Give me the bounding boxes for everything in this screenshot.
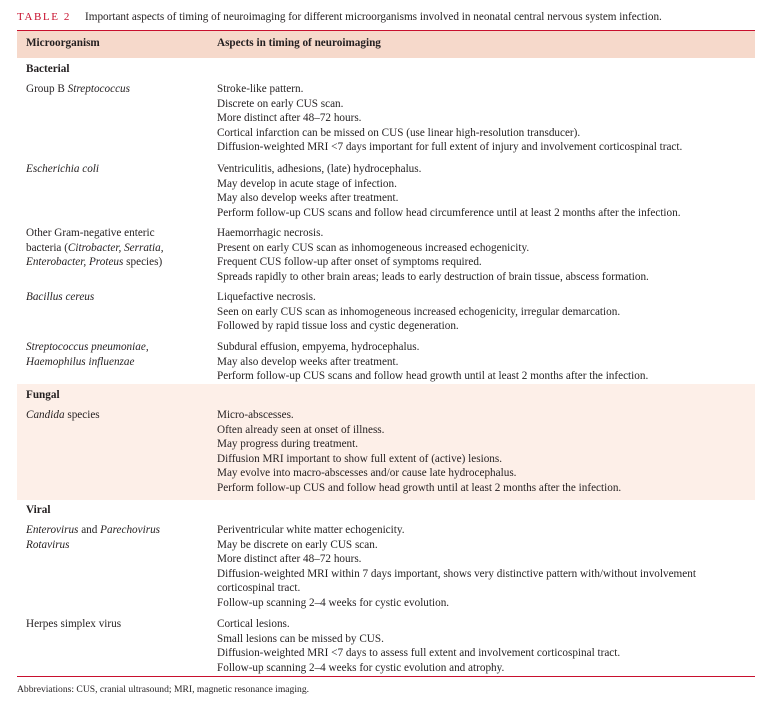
aspect-item: Followed by rapid tissue loss and cystic degeneration. <box>217 320 459 333</box>
table-label: TABLE 2 <box>17 11 72 23</box>
aspect-item: Follow-up scanning 2–4 weeks for cystic evolution. <box>217 596 450 609</box>
aspect-item: Present on early CUS scan as inhomogeneous increased echogenicity. <box>217 241 530 254</box>
aspect-item: More distinct after 48–72 hours. <box>217 553 362 566</box>
header-microorganism: Microorganism <box>26 37 100 49</box>
aspect-item: Cortical lesions. <box>217 618 290 630</box>
aspect-item: Frequent CUS follow-up after onset of symptoms required. <box>217 256 482 269</box>
aspect-item: Diffusion-weighted MRI <7 days to assess full extent and involvement corticospinal tract. <box>217 647 621 660</box>
table-title: Important aspects of timing of neuroimaging for different microorganisms involved in neonatal central nervous system infection. <box>85 11 662 23</box>
organism-name: Candida species <box>26 409 100 421</box>
aspects-list <box>217 340 752 384</box>
aspect-item: Diffusion-weighted MRI <7 days important for full extent of injury and involvement corticospinal tract. <box>217 141 683 154</box>
aspect-item: Spreads rapidly to other brain areas; leads to early destruction of brain tissue, abscess formation. <box>217 270 649 283</box>
aspects-list <box>217 408 752 496</box>
aspect-item: Periventricular white matter echogenicity. <box>217 524 405 536</box>
aspect-item: Discrete on early CUS scan. <box>217 97 344 110</box>
aspect-item: Liquefactive necrosis. <box>217 291 316 303</box>
section-fungal <box>17 384 755 500</box>
aspect-item: Follow-up scanning 2–4 weeks for cystic evolution and atrophy. <box>217 661 505 674</box>
aspect-item: May evolve into macro-abscesses and/or cause late hydrocephalus. <box>217 467 517 480</box>
section-title: Fungal <box>26 389 60 401</box>
aspects-list <box>217 290 752 334</box>
aspect-item: Often already seen at onset of illness. <box>217 423 385 436</box>
organism-name: Streptococcus pneumoniae, Haemophilus influenzae <box>26 341 149 368</box>
aspect-item: Diffusion-weighted MRI within 7 days important, shows very distinctive pattern with/without involvement corticospinal tract. <box>217 567 696 595</box>
aspect-item: Haemorrhagic necrosis. <box>217 227 324 239</box>
aspect-item: Cortical infarction can be missed on CUS (use linear high-resolution transducer). <box>217 126 581 139</box>
aspect-item: May also develop weeks after treatment. <box>217 192 399 205</box>
organism-name: Enterovirus and Parechovirus Rotavirus <box>26 524 161 551</box>
header-aspects: Aspects in timing of neuroimaging <box>217 37 381 49</box>
section-title: Viral <box>26 504 51 516</box>
aspect-item: Perform follow-up CUS scans and follow head circumference until at least 2 months after the infection. <box>217 206 681 219</box>
table-header <box>17 31 755 58</box>
aspects-list <box>217 523 752 611</box>
organism-name: Other Gram-negative enteric bacteria (Citrobacter, Serratia, Enterobacter, Proteus species) <box>26 227 164 269</box>
aspect-item: More distinct after 48–72 hours. <box>217 112 362 125</box>
aspect-item: May also develop weeks after treatment. <box>217 355 399 368</box>
aspect-item: Subdural effusion, empyema, hydrocephalus. <box>217 341 420 353</box>
organism-name: Bacillus cereus <box>26 291 95 303</box>
aspect-item: Seen on early CUS scan as inhomogeneous increased echogenicity, irregular demarcation. <box>217 305 621 318</box>
aspect-item: May develop in acute stage of infection. <box>217 177 397 190</box>
abbreviations-footnote: Abbreviations: CUS, cranial ultrasound; MRI, magnetic resonance imaging. <box>17 684 310 695</box>
aspects-list <box>217 617 752 675</box>
aspect-item: Small lesions can be missed by CUS. <box>217 632 384 645</box>
aspect-item: May progress during treatment. <box>217 438 359 451</box>
aspect-item: Perform follow-up CUS scans and follow head growth until at least 2 months after the infection. <box>217 370 649 383</box>
aspects-list <box>217 226 752 284</box>
bottom-rule <box>17 676 755 677</box>
section-viral <box>17 500 755 676</box>
aspect-item: Micro-abscesses. <box>217 409 294 421</box>
section-title: Bacterial <box>26 63 70 75</box>
section-bacterial <box>17 58 755 384</box>
aspect-item: Diffusion MRI important to show full extent of (active) lesions. <box>217 452 503 465</box>
organism-name: Escherichia coli <box>26 163 100 175</box>
aspect-item: Perform follow-up CUS and follow head growth until at least 2 months after the infection. <box>217 481 622 494</box>
aspect-item: Stroke-like pattern. <box>217 83 304 95</box>
aspect-item: May be discrete on early CUS scan. <box>217 538 378 551</box>
organism-name: Herpes simplex virus <box>26 618 122 630</box>
aspects-list <box>217 162 752 220</box>
aspect-item: Ventriculitis, adhesions, (late) hydrocephalus. <box>217 163 422 175</box>
organism-name: Group B Streptococcus <box>26 83 130 95</box>
table-caption <box>17 9 762 25</box>
aspects-list <box>217 82 752 155</box>
